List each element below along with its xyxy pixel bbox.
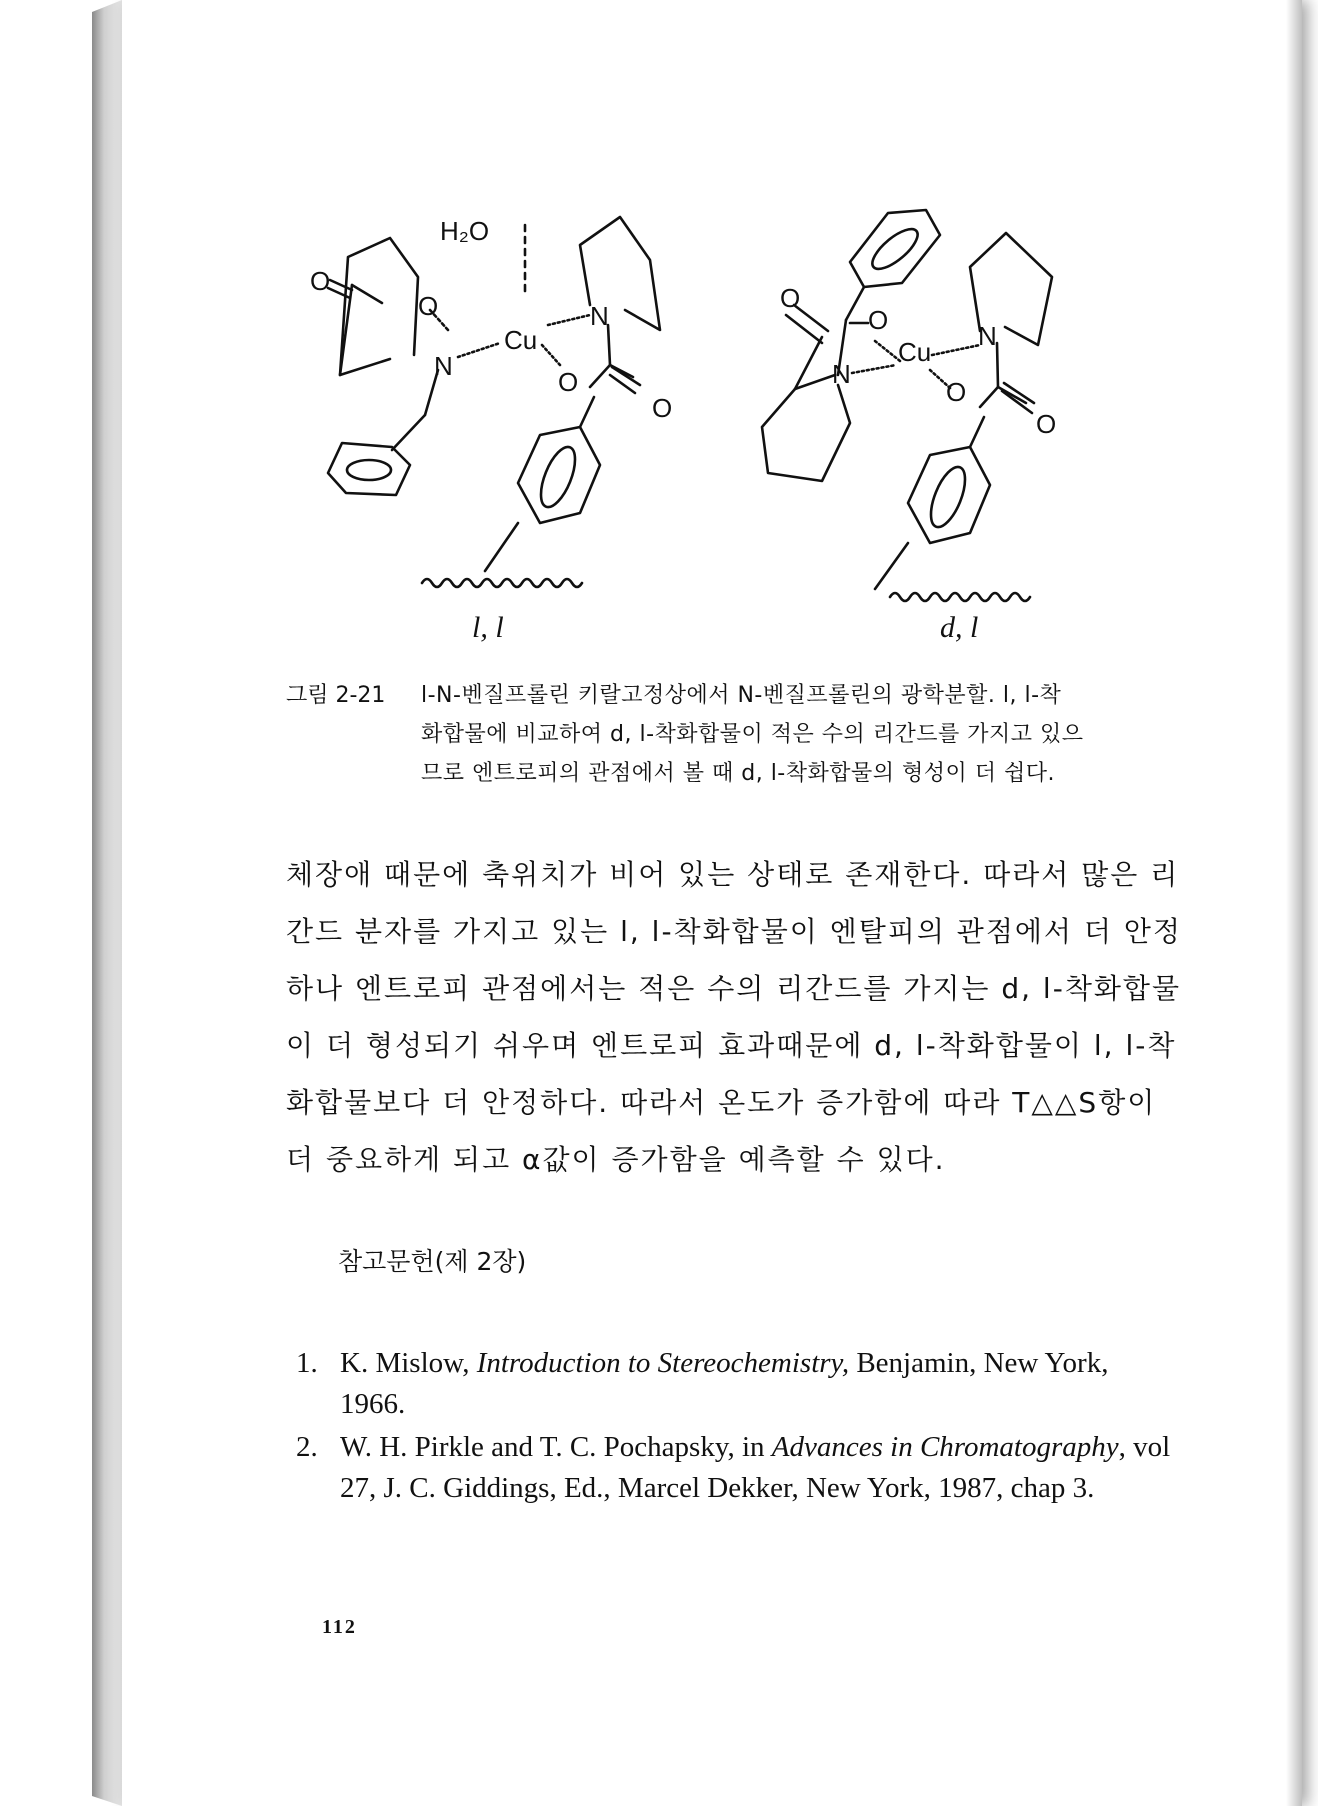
caption-line: 화합물에 비교하여 d, l-착화합물이 적은 수의 리간드를 가지고 있으 — [421, 722, 1084, 747]
caption-line: l-N-벤질프롤린 키랄고정상에서 N-벤질프롤린의 광학분할. l, l-착 — [421, 683, 1062, 708]
figure-number: 그림 2-21 — [286, 683, 386, 708]
body-line: 하나 엔트로피 관점에서는 적은 수의 리간드를 가지는 d, l-착화합물 — [286, 972, 1182, 1005]
body-line: 이 더 형성되기 쉬우며 엔트로피 효과때문에 d, l-착화합물이 l, l-착 — [286, 1029, 1177, 1062]
atom-o-right-left: O — [558, 367, 579, 397]
reference-author: K. Mislow, — [340, 1347, 477, 1379]
page-shadow — [1286, 0, 1302, 1806]
reference-item — [296, 1343, 1176, 1425]
atom-n-right-2: N — [978, 321, 997, 351]
reference-publisher: Benjamin, New York, 1966. — [340, 1347, 1109, 1420]
reference-title: Introduction to Stereochemistry, — [476, 1347, 850, 1379]
reference-list — [296, 1343, 1176, 1511]
caption-line: 므로 엔트로피의 관점에서 볼 때 d, l-착화합물의 형성이 더 쉽다. — [421, 761, 1055, 786]
atom-n-left-2: N — [832, 359, 851, 389]
atom-o-carbonyl-left: O — [310, 266, 331, 296]
body-line: 체장애 때문에 축위치가 비어 있는 상태로 존재한다. 따라서 많은 리 — [286, 858, 1180, 891]
atom-o-right-2: O — [946, 377, 967, 407]
reference-publisher: , vol 27, J. C. Giddings, Ed., Marcel Dekker, New York, 1987, chap 3. — [340, 1431, 1171, 1504]
chemical-structure-figure — [290, 165, 1170, 655]
atom-o-left: O — [418, 291, 439, 321]
book-page-edge — [92, 0, 122, 1806]
atom-cu-right: Cu — [898, 337, 932, 367]
reference-item — [296, 1427, 1176, 1509]
body-line: 더 중요하게 되고 α값이 증가함을 예측할 수 있다. — [286, 1143, 946, 1176]
body-line: 간드 분자를 가지고 있는 l, l-착화합물이 엔탈피의 관점에서 더 안정 — [286, 915, 1182, 948]
left-structure-label: l, l — [472, 611, 504, 644]
page-number: 112 — [322, 1616, 357, 1638]
reference-number: 1. — [296, 1347, 318, 1379]
body-line: 화합물보다 더 안정하다. 따라서 온도가 증가함에 따라 T△△S항이 — [286, 1086, 1157, 1119]
atom-cu-left: Cu — [504, 325, 538, 355]
atom-o-carbonyl-right-2: O — [1036, 409, 1057, 439]
atom-o-carbonyl-left-2: O — [780, 283, 801, 313]
reference-number: 2. — [296, 1431, 318, 1463]
references-heading: 참고문헌(제 2장) — [338, 1247, 527, 1276]
atom-o-carbonyl-right-left: O — [652, 393, 673, 423]
water-label: H₂O — [440, 216, 490, 246]
atom-o-left-2: O — [868, 305, 889, 335]
right-structure-label: d, l — [940, 611, 979, 644]
reference-title: Advances in Chromatography — [771, 1431, 1119, 1463]
reference-author: W. H. Pirkle and T. C. Pochapsky, in — [340, 1431, 772, 1463]
body-paragraph — [286, 846, 1186, 1188]
atom-n-right-left: N — [590, 301, 609, 331]
atom-n-left: N — [434, 351, 453, 381]
